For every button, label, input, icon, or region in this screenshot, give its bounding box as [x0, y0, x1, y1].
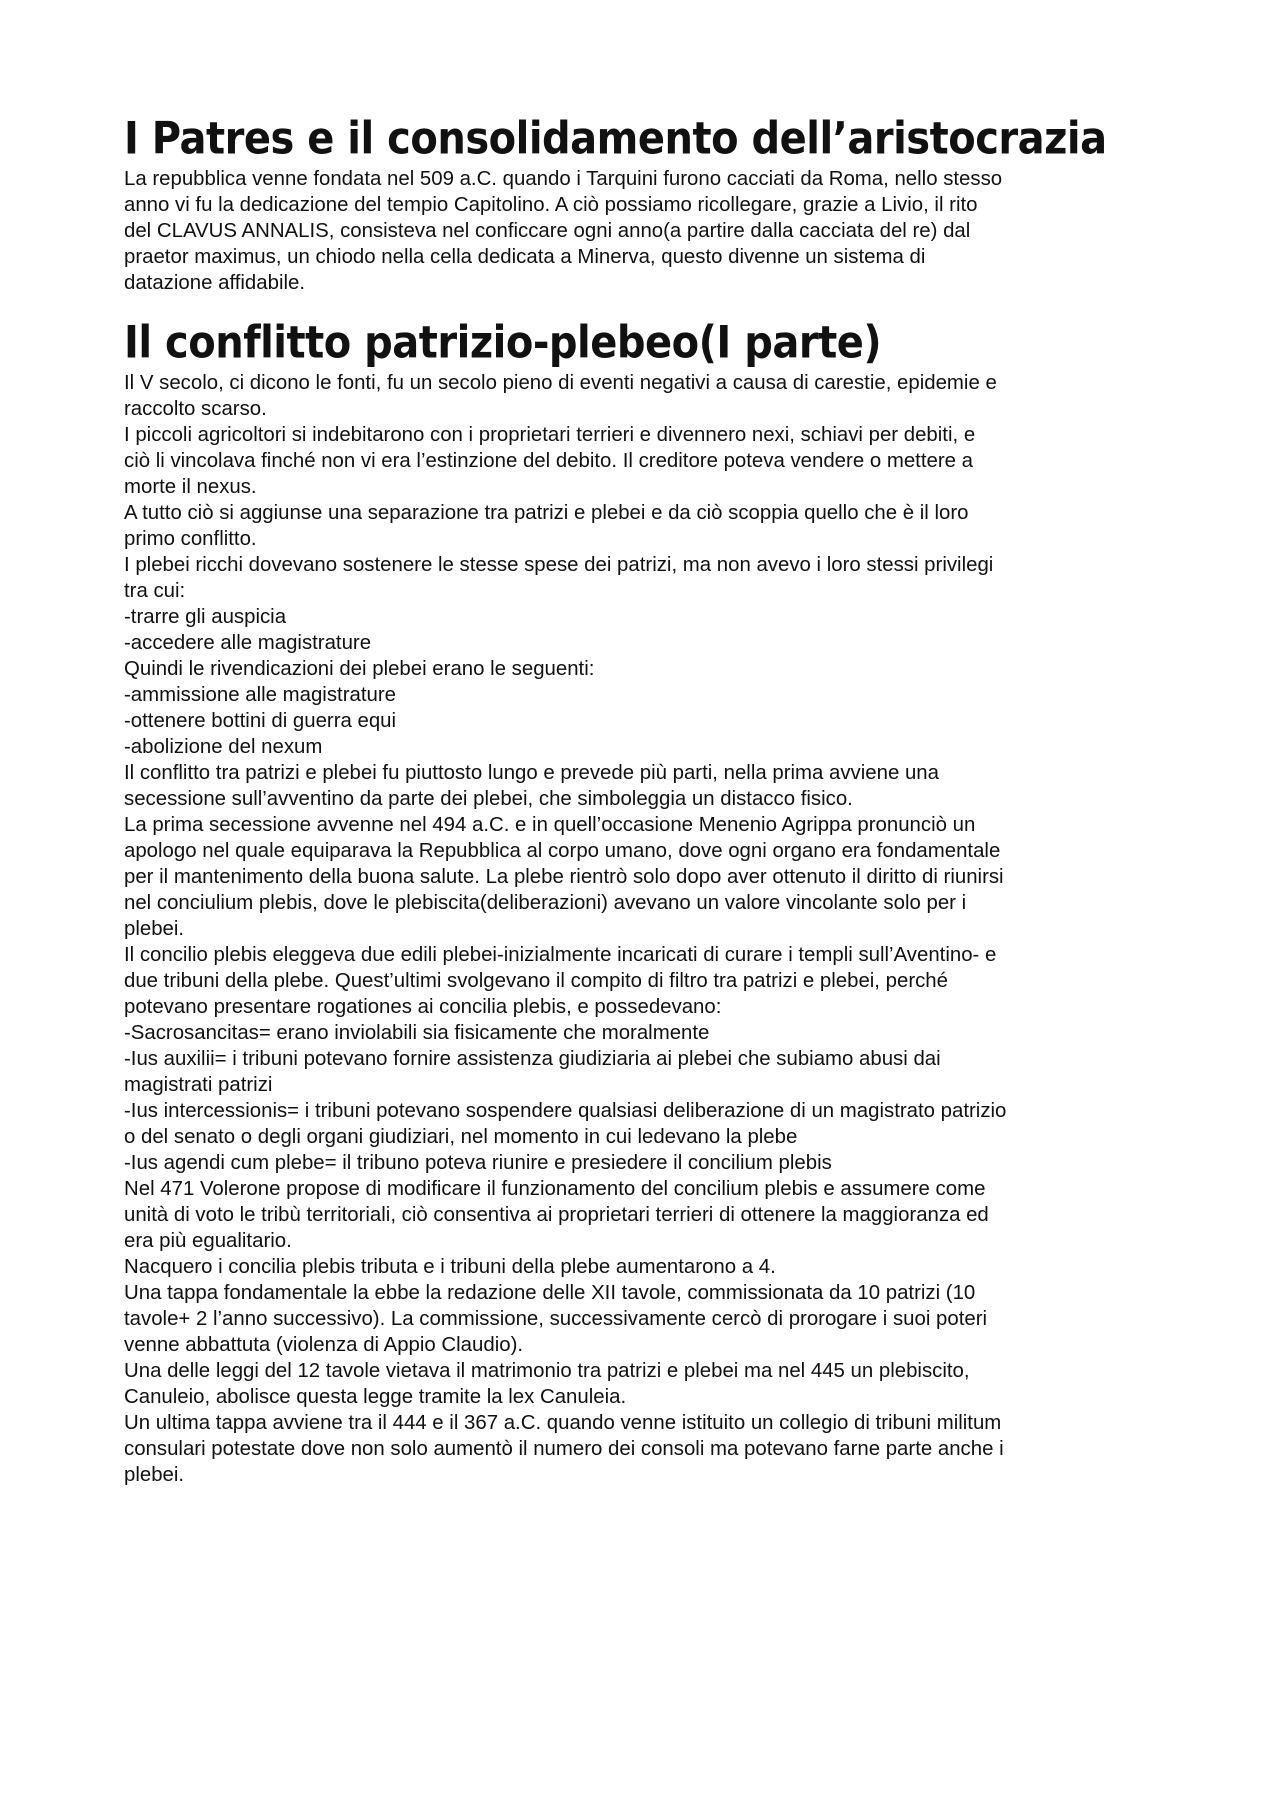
text-line: -Ius auxilii= i tribuni potevano fornire assistenza giudiziaria ai plebei che subiamo abusi dai — [124, 1048, 941, 1070]
text-line: o del senato o degli organi giudiziari, nel momento in cui ledevano la plebe — [124, 1126, 798, 1148]
text-line: Nel 471 Volerone propose di modificare il funzionamento del concilium plebis e assumere come — [124, 1178, 986, 1200]
text-line: Una delle leggi del 12 tavole vietava il matrimonio tra patrizi e plebei ma nel 445 un plebiscito, — [124, 1360, 970, 1382]
text-line: tra cui: — [124, 580, 186, 602]
text-line: -abolizione del nexum — [124, 736, 323, 758]
text-line: -Sacrosancitas= erano inviolabili sia fisicamente che moralmente — [124, 1022, 710, 1044]
text-line: anno vi fu la dedicazione del tempio Capitolino. A ciò possiamo ricollegare, grazie a Livio, il rito — [124, 194, 978, 216]
text-line: Nacquero i concilia plebis tributa e i tribuni della plebe aumentarono a 4. — [124, 1256, 776, 1278]
text-line: La repubblica venne fondata nel 509 a.C. quando i Tarquini furono cacciati da Roma, nello stesso — [124, 168, 1003, 190]
text-line: Canuleio, abolisce questa legge tramite la lex Canuleia. — [124, 1386, 627, 1408]
text-line: venne abbattuta (violenza di Appio Claudio). — [124, 1334, 524, 1356]
text-line: del CLAVUS ANNALIS, consisteva nel conficcare ogni anno(a partire dalla cacciata del re) dal — [124, 220, 971, 242]
text-line: secessione sull’avventino da parte dei plebei, che simboleggia un distacco fisico. — [124, 788, 853, 810]
text-line: consulari potestate dove non solo aumentò il numero dei consoli ma potevano farne parte anche i — [124, 1438, 1004, 1460]
text-line: unità di voto le tribù territoriali, ciò consentiva ai proprietari terrieri di ottenere la maggioranza ed — [124, 1204, 989, 1226]
text-line: era più egualitario. — [124, 1230, 292, 1252]
text-line: morte il nexus. — [124, 476, 257, 498]
text-line: -accedere alle magistrature — [124, 632, 372, 654]
section-patres — [124, 113, 1184, 296]
section-body — [124, 166, 1184, 296]
document-page — [124, 113, 1184, 1488]
text-line: tavole+ 2 l’anno successivo). La commissione, successivamente cercò di prorogare i suoi poteri — [124, 1308, 988, 1330]
text-line: magistrati patrizi — [124, 1074, 273, 1096]
text-line: nel conciulium plebis, dove le plebiscita(deliberazioni) avevano un valore vincolante solo per i — [124, 892, 967, 914]
text-line: raccolto scarso. — [124, 398, 267, 420]
text-line: Una tappa fondamentale la ebbe la redazione delle XII tavole, commissionata da 10 patrizi (10 — [124, 1282, 976, 1304]
text-line: praetor maximus, un chiodo nella cella dedicata a Minerva, questo divenne un sistema di — [124, 246, 926, 268]
text-line: La prima secessione avvenne nel 494 a.C. e in quell’occasione Menenio Agrippa pronunciò un — [124, 814, 976, 836]
text-line: potevano presentare rogationes ai concilia plebis, e possedevano: — [124, 996, 722, 1018]
text-line: Il concilio plebis eleggeva due edili plebei-inizialmente incaricati di curare i templi sull’Aventino- e — [124, 944, 997, 966]
text-line: -trarre gli auspicia — [124, 606, 287, 628]
text-line: Il conflitto tra patrizi e plebei fu piuttosto lungo e prevede più parti, nella prima avviene una — [124, 762, 939, 784]
text-line: per il mantenimento della buona salute. La plebe rientrò solo dopo aver ottenuto il diritto di riunirsi — [124, 866, 1004, 888]
text-line: apologo nel quale equiparava la Repubblica al corpo umano, dove ogni organo era fondamentale — [124, 840, 1001, 862]
text-line: -Ius intercessionis= i tribuni potevano sospendere qualsiasi deliberazione di un magistrato patrizio — [124, 1100, 1007, 1122]
text-line: I plebei ricchi dovevano sostenere le stesse spese dei patrizi, ma non avevo i loro stessi privilegi — [124, 554, 994, 576]
text-line: Quindi le rivendicazioni dei plebei erano le seguenti: — [124, 658, 595, 680]
section-heading: I Patres e il consolidamento dell’aristocrazia — [124, 113, 1107, 165]
text-line: Un ultima tappa avviene tra il 444 e il 367 a.C. quando venne istituito un collegio di tribuni militum — [124, 1412, 1002, 1434]
text-line: A tutto ciò si aggiunse una separazione tra patrizi e plebei e da ciò scoppia quello che è il loro — [124, 502, 969, 524]
text-line: Il V secolo, ci dicono le fonti, fu un secolo pieno di eventi negativi a causa di carestie, epidemie e — [124, 372, 997, 394]
text-line: due tribuni della plebe. Quest’ultimi svolgevano il compito di filtro tra patrizi e plebei, perché — [124, 970, 948, 992]
text-line: plebei. — [124, 1464, 185, 1486]
text-line: plebei. — [124, 918, 185, 940]
text-line: datazione affidabile. — [124, 272, 306, 294]
section-body — [124, 370, 1184, 1488]
text-line: I piccoli agricoltori si indebitarono con i proprietari terrieri e divennero nexi, schiavi per debiti, e — [124, 424, 976, 446]
text-line: -ottenere bottini di guerra equi — [124, 710, 397, 732]
text-line: -Ius agendi cum plebe= il tribuno poteva riunire e presiedere il concilium plebis — [124, 1152, 832, 1174]
text-line: ciò li vincolava finché non vi era l’estinzione del debito. Il creditore poteva vendere o mettere a — [124, 450, 973, 472]
text-line: primo conflitto. — [124, 528, 257, 550]
section-heading: Il conflitto patrizio-plebeo(I parte) — [124, 317, 882, 369]
section-conflitto — [124, 317, 1184, 1488]
text-line: -ammissione alle magistrature — [124, 684, 396, 706]
